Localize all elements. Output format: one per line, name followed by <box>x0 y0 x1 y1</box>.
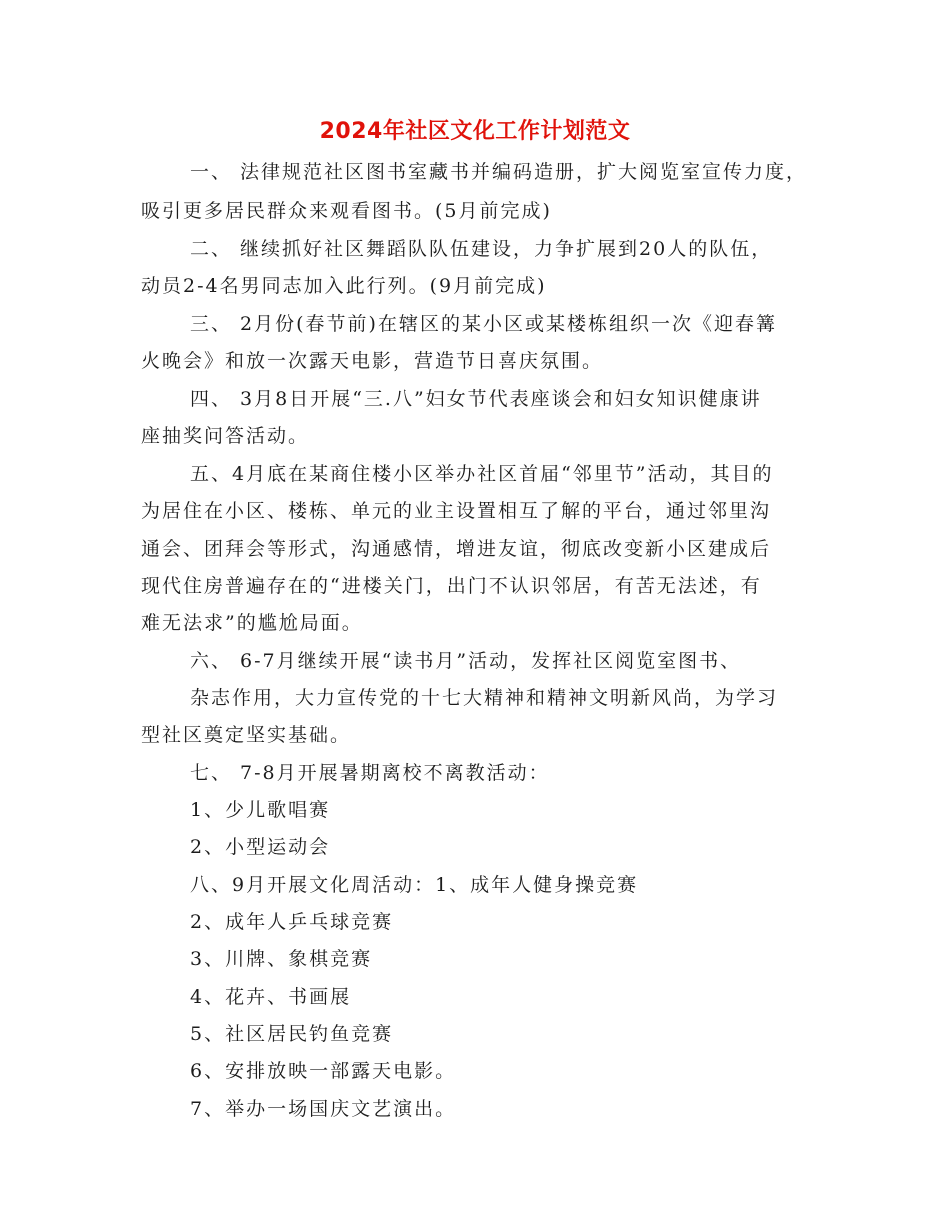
paragraph-line-16: 型社区奠定坚实基础。 <box>141 724 352 746</box>
paragraph-line-7: 四、 3月8日开展“三.八”妇女节代表座谈会和妇女知识健康讲 <box>190 388 762 410</box>
paragraph-line-6: 火晚会》和放一次露天电影，营造节日喜庆氛围。 <box>141 350 604 372</box>
paragraph-line-1: 一、 法律规范社区图书室藏书并编码造册，扩大阅览室宣传力度， <box>190 161 808 183</box>
paragraph-line-4: 动员2-4名男同志加入此行列。(9月前完成) <box>141 275 547 297</box>
paragraph-line-14: 六、 6-7月继续开展“读书月”活动，发挥社区阅览室图书、 <box>190 650 742 672</box>
paragraph-line-18: 八、9月开展文化周活动：1、成年人健身操竞赛 <box>190 874 639 896</box>
list-item-5: 4、花卉、书画展 <box>190 986 352 1008</box>
paragraph-line-13: 难无法求”的尴尬局面。 <box>141 612 363 634</box>
paragraph-line-11: 通会、团拜会等形式，沟通感情，增进友谊，彻底改变新小区建成后 <box>141 538 772 560</box>
paragraph-line-2: 吸引更多居民群众来观看图书。(5月前完成) <box>141 200 552 222</box>
list-item-7: 6、安排放映一部露天电影。 <box>190 1060 457 1082</box>
paragraph-line-5: 三、 2月份(春节前)在辖区的某小区或某楼栋组织一次《迎春篝 <box>190 313 777 335</box>
paragraph-line-15: 杂志作用，大力宣传党的十七大精神和精神文明新风尚，为学习 <box>190 687 779 709</box>
list-item-8: 7、举办一场国庆文艺演出。 <box>190 1098 457 1120</box>
paragraph-line-12: 现代住房普遍存在的“进楼关门，出门不认识邻居，有苦无法述，有 <box>141 575 762 597</box>
paragraph-line-9: 五、4月底在某商住楼小区举办社区首届“邻里节”活动，其目的 <box>190 463 774 485</box>
list-item-3: 2、成年人乒乓球竞赛 <box>190 911 394 933</box>
list-item-4: 3、川牌、象棋竞赛 <box>190 948 373 970</box>
paragraph-line-3: 二、 继续抓好社区舞蹈队队伍建设，力争扩展到20人的队伍， <box>190 238 773 260</box>
paragraph-line-17: 七、 7-8月开展暑期离校不离教活动： <box>190 762 550 784</box>
list-item-6: 5、社区居民钓鱼竞赛 <box>190 1023 394 1045</box>
paragraph-line-8: 座抽奖问答活动。 <box>141 425 310 447</box>
list-item-2: 2、小型运动会 <box>190 836 331 858</box>
list-item-1: 1、少儿歌唱赛 <box>190 799 331 821</box>
document-title: 2024年社区文化工作计划范文 <box>319 119 631 144</box>
paragraph-line-10: 为居住在小区、楼栋、单元的业主设置相互了解的平台，通过邻里沟 <box>141 500 772 522</box>
